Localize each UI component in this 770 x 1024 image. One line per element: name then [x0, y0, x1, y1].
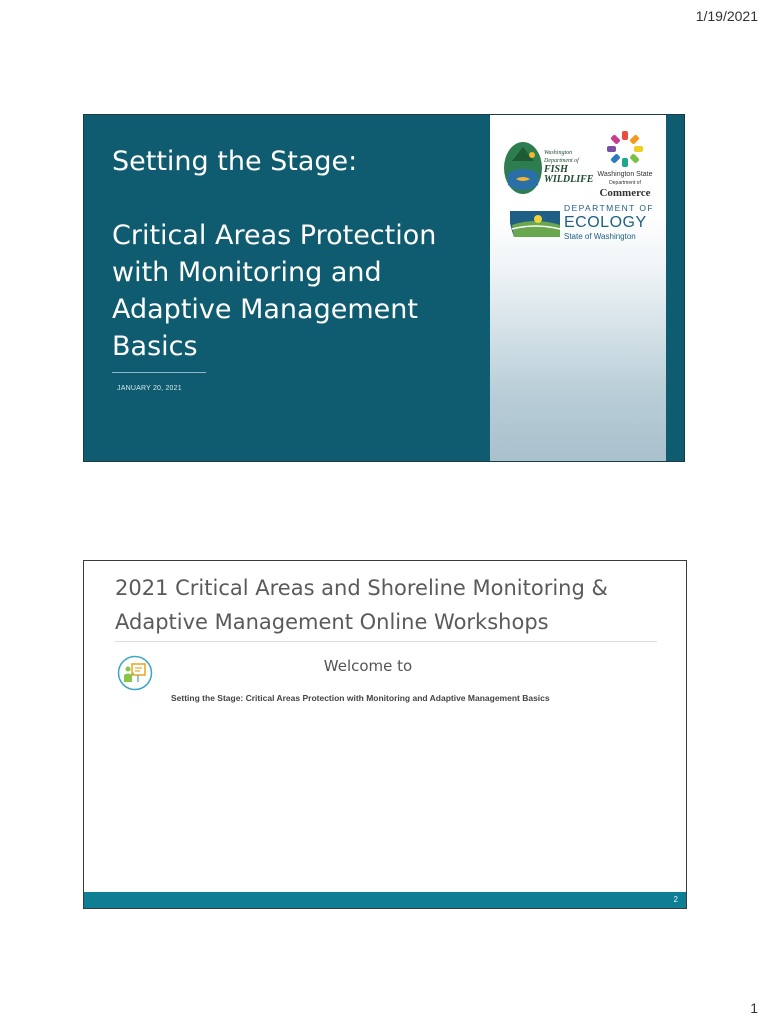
- ecology-wordmark: [564, 203, 664, 241]
- wdfw-line-1: Washington: [544, 150, 573, 156]
- ecology-line-1: DEPARTMENT OF: [564, 203, 654, 213]
- wdfw-wordmark: [544, 149, 594, 185]
- commerce-line-2: Department of: [609, 180, 641, 186]
- title-slide: [83, 114, 685, 462]
- presentation-date: JANUARY 20, 2021: [117, 385, 182, 392]
- wdfw-logo: [502, 139, 594, 197]
- slide-footer-bar: [84, 892, 686, 908]
- wdfw-line-3: FISH: [544, 164, 568, 175]
- welcome-text: Welcome to: [323, 657, 413, 675]
- page-number: 1: [750, 1000, 758, 1016]
- workshop-title: 2021 Critical Areas and Shoreline Monitoring & Adaptive Management Online Workshops: [115, 576, 608, 634]
- session-subtitle: Setting the Stage: Critical Areas Protection with Monitoring and Adaptive Management Basics: [171, 693, 550, 703]
- commerce-logo: [589, 129, 661, 201]
- commerce-wordmark: [589, 171, 661, 199]
- commerce-line-1: Washington State: [597, 171, 653, 178]
- title-rule: [115, 641, 657, 642]
- slide-title: [112, 143, 472, 365]
- slide-edge: [666, 115, 685, 461]
- ecology-line-3: State of Washington: [564, 231, 636, 241]
- title-line-2: Critical Areas Protection with Monitoring and Adaptive Management Basics: [112, 220, 437, 362]
- slide-number: 2: [673, 895, 678, 904]
- title-line-1: Setting the Stage:: [112, 146, 358, 177]
- welcome-slide: [83, 560, 687, 909]
- wdfw-line-4: WILDLIFE: [544, 174, 594, 185]
- ecology-line-2: ECOLOGY: [564, 213, 647, 231]
- commerce-line-3: Commerce: [599, 187, 651, 199]
- wdfw-line-2: Department of: [544, 158, 579, 164]
- page-date: 1/19/2021: [695, 8, 758, 24]
- washington-state-icon: [508, 203, 562, 243]
- commerce-wheel-icon: [589, 129, 661, 169]
- title-divider: [112, 372, 206, 373]
- wdfw-seal-icon: [502, 139, 544, 197]
- ecology-logo: [508, 203, 664, 247]
